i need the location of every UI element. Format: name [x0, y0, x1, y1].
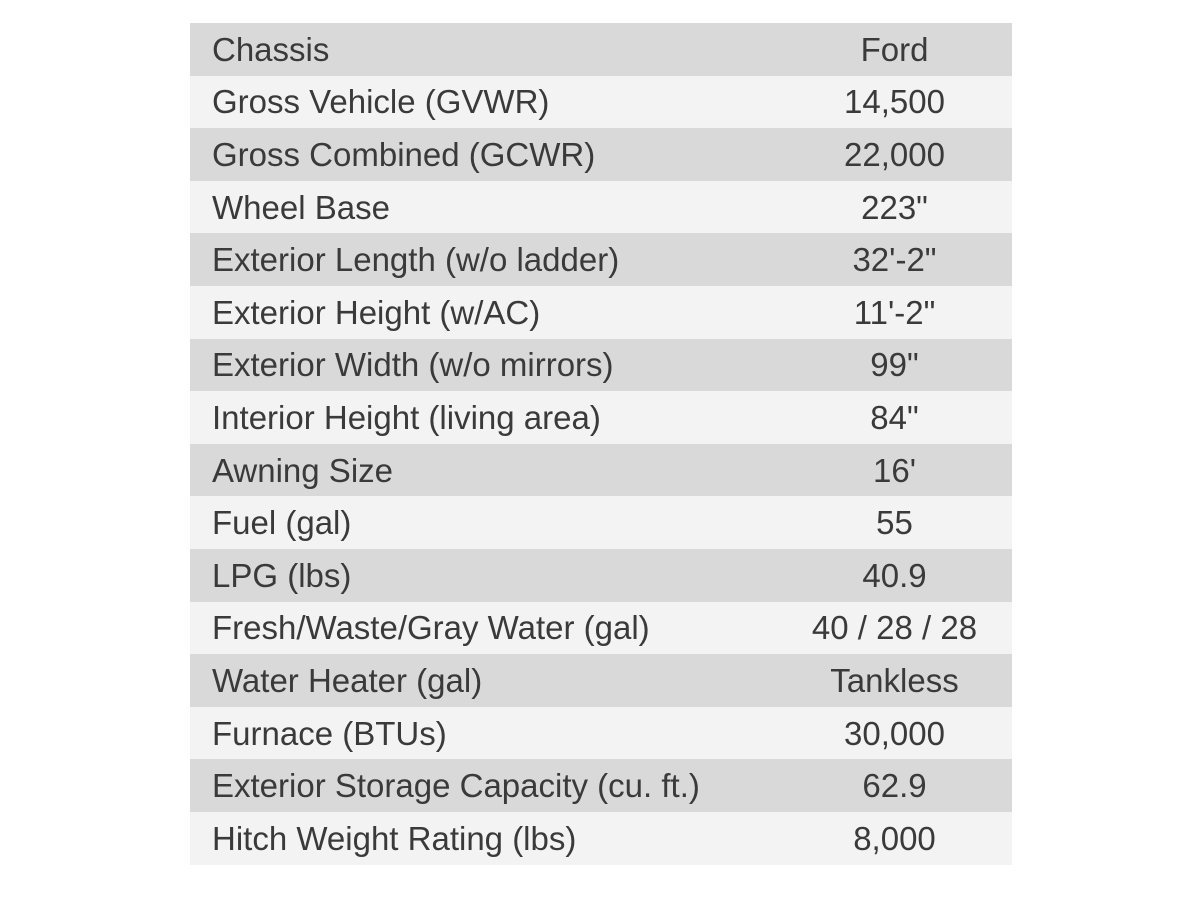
spec-value: 223": [861, 188, 928, 226]
spec-value: 84": [870, 398, 919, 436]
table-row: [190, 549, 1012, 602]
spec-label: Awning Size: [212, 451, 394, 489]
spec-label: Exterior Length (w/o ladder): [212, 241, 620, 279]
spec-label: Interior Height (living area): [212, 398, 601, 436]
spec-label: Fuel (gal): [212, 504, 352, 542]
spec-value: 8,000: [853, 819, 936, 857]
table-row: [190, 759, 1012, 812]
table-row: [190, 339, 1012, 392]
table-row: [190, 496, 1012, 549]
table-row: [190, 654, 1012, 707]
table-row: [190, 181, 1012, 234]
spec-value: 55: [876, 504, 913, 542]
spec-label: Gross Combined (GCWR): [212, 135, 596, 173]
table-row: [190, 444, 1012, 497]
spec-value: 30,000: [844, 714, 945, 752]
specifications-table: [190, 23, 1012, 865]
spec-value: 22,000: [844, 135, 945, 173]
table-row: [190, 812, 1012, 865]
spec-value: 32'-2": [852, 241, 937, 279]
spec-value: 14,500: [844, 83, 945, 121]
spec-value: 16': [872, 451, 916, 489]
spec-value: 40.9: [862, 556, 927, 594]
table-row: [190, 128, 1012, 181]
spec-label: Hitch Weight Rating (lbs): [212, 819, 577, 857]
spec-label: Furnace (BTUs): [212, 714, 447, 752]
spec-label: LPG (lbs): [212, 556, 352, 594]
table-row: [190, 707, 1012, 760]
spec-label: Water Heater (gal): [212, 661, 483, 699]
spec-value: Tankless: [830, 661, 959, 699]
table-row: [190, 23, 1012, 76]
spec-value: 62.9: [862, 767, 927, 805]
spec-value: 11'-2": [853, 293, 936, 331]
table-row: [190, 76, 1012, 129]
table-row: [190, 233, 1012, 286]
spec-value: Ford: [860, 30, 929, 68]
spec-label: Fresh/Waste/Gray Water (gal): [212, 609, 650, 647]
table-row: [190, 602, 1012, 655]
spec-label: Exterior Storage Capacity (cu. ft.): [212, 767, 700, 805]
spec-label: Gross Vehicle (GVWR): [212, 83, 550, 121]
table-row: [190, 391, 1012, 444]
spec-label: Exterior Height (w/AC): [212, 293, 541, 331]
spec-label: Exterior Width (w/o mirrors): [212, 346, 614, 384]
spec-value: 40 / 28 / 28: [811, 609, 978, 647]
spec-label: Wheel Base: [212, 188, 390, 226]
table-row: [190, 286, 1012, 339]
spec-label: Chassis: [212, 30, 330, 68]
spec-value: 99": [870, 346, 919, 384]
